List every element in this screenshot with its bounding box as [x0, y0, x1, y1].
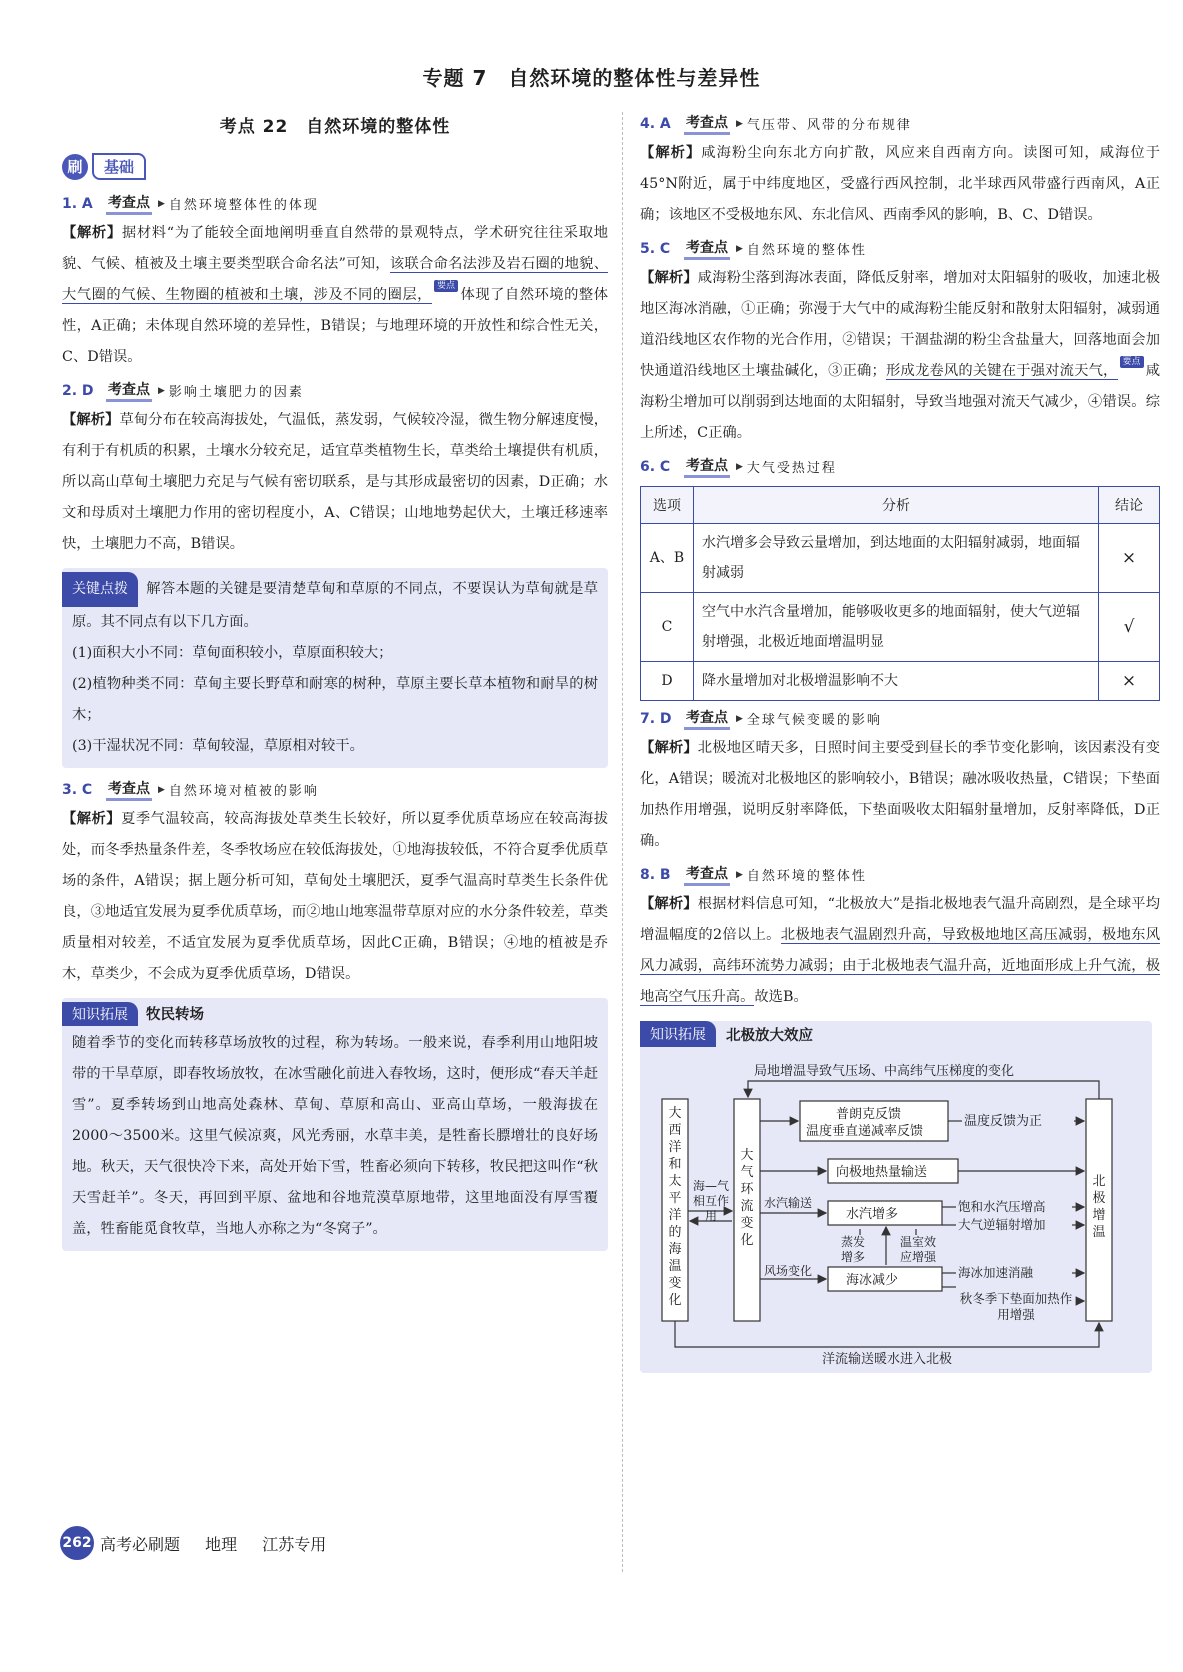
exam-point-text: 气压带、风带的分布规律	[746, 118, 912, 133]
answer-number: 4. A	[640, 115, 671, 132]
autumn-winter-label: 秋冬季下垫面加热作用增强	[959, 1291, 1073, 1322]
level-label: 基础	[92, 153, 146, 180]
lapse-rate-label: 温度垂直递减率反馈	[806, 1124, 924, 1139]
counter-radiation-label: 大气逆辐射增加	[958, 1217, 1046, 1232]
evaporation-label: 蒸发增多	[840, 1235, 865, 1264]
exam-point-text: 自然环境整体性的体现	[168, 198, 319, 213]
knowledge-box	[62, 998, 608, 1251]
diagram-title: 北极放大效应	[726, 1027, 813, 1044]
result-cell: ×	[1099, 524, 1160, 593]
question-1-header	[62, 192, 608, 215]
table-header-row	[641, 487, 1160, 524]
question-5-header	[640, 237, 1160, 260]
answer-number: 2. D	[62, 382, 94, 399]
answer-number: 3. C	[62, 781, 93, 798]
exam-point-text: 自然环境对植被的影响	[168, 784, 319, 799]
analysis-cell: 降水量增加对北极增温影响不大	[694, 662, 1099, 701]
exam-point-text: 大气受热过程	[746, 461, 837, 476]
question-2-analysis	[62, 405, 608, 560]
ocean-temp-box-label: 大西洋和太平洋的海温变化	[668, 1106, 682, 1308]
question-8-analysis	[640, 889, 1160, 1013]
circulation-box-label: 大气环流变化	[740, 1148, 754, 1248]
question-4-header	[640, 112, 1160, 135]
analysis-label: 【解析】	[62, 412, 120, 428]
question-7-analysis	[640, 733, 1160, 857]
vapor-transport-label: 水汽输送	[764, 1196, 813, 1210]
answer-number: 6. C	[640, 458, 671, 475]
exam-point-label: 考查点	[684, 863, 730, 886]
triangle-icon: ▶	[158, 385, 165, 396]
book-info	[100, 1532, 346, 1555]
question-7-header	[640, 707, 1160, 730]
analysis-text: 体现了自然环境的整体性，A正确；未体现自然环境的差异性，B错误；与地理环境的开放性和综合性无关，C、D错误。	[62, 287, 609, 365]
exam-point-text: 自然环境的整体性	[746, 869, 867, 884]
triangle-icon: ▶	[736, 461, 743, 472]
triangle-icon: ▶	[158, 784, 165, 795]
knowledge-heading: 牧民转场	[146, 1007, 204, 1023]
answer-number: 1. A	[62, 195, 93, 212]
heat-transport-label: 向极地热量输送	[836, 1165, 928, 1180]
exam-point-label: 考查点	[684, 112, 730, 135]
question-6-header	[640, 455, 1160, 478]
option-cell: C	[641, 593, 694, 662]
right-column	[640, 112, 1160, 1373]
ice-decrease-label: 海冰减少	[846, 1273, 899, 1288]
option-cell: D	[641, 662, 694, 701]
key-tip-line-1: (1)面积大小不同：草甸面积较小，草原面积较大；	[72, 645, 393, 661]
arctic-amplification-diagram	[640, 1021, 1152, 1373]
subject-label: 地理	[205, 1534, 238, 1554]
triangle-icon: ▶	[736, 243, 743, 254]
question-4-analysis	[640, 138, 1160, 231]
question-2-header	[62, 379, 608, 402]
knowledge-text: 随着季节的变化而转移草场放牧的过程，称为转场。一般来说，春季利用山地阳坡带的干旱草原，即春牧场放牧，在冰雪融化前进入春牧场，这时，便形成“春天羊赶雪”。夏季转场到山地高处森林、草甸、草原和高山、亚高山草场，一般海拔在2000～3500米。这里气候凉爽，风光秀丽，水草丰美，是牲畜长膘增壮的良好场地。秋天，天气很快冷下来，高处开始下雪，牲畜必须向下转移，牧民把这叫作“秋天雪赶羊”。冬天，再回到平原、盆地和谷地荒漠草原地带，这里地面没有厚雪覆盖，牲畜能觅食牧草，当地人亦称之为“冬窝子”。	[72, 1035, 598, 1237]
top-loop-label: 局地增温导致气压场、中高纬气压梯度的变化	[754, 1064, 1015, 1079]
analysis-cell: 空气中水汽含量增加，能够吸收更多的地面辐射，使大气逆辐射增强，北极近地面增温明显	[694, 593, 1099, 662]
analysis-label: 【解析】	[640, 896, 698, 912]
wind-field-label: 风场变化	[764, 1264, 813, 1278]
triangle-icon: ▶	[736, 869, 743, 880]
chapter-title: 专题 7 自然环境的整体性与差异性	[422, 66, 761, 90]
key-tip-line-2: (2)植物种类不同：草甸主要长野草和耐寒的树种，草原主要长草本植物和耐旱的树木；	[72, 676, 598, 723]
exam-point-label: 考查点	[106, 379, 152, 402]
question-8-header	[640, 863, 1160, 886]
question-3-header	[62, 778, 608, 801]
exam-point-text: 全球气候变暖的影响	[746, 713, 882, 728]
level-badge	[62, 153, 608, 180]
key-point-underline: 北极地表气温剧烈升高，导致极地地区高压减弱，极地东风风力减弱，高纬环流势力减弱；由于北极地表气温升高，近地面形成上升气流，极地高空气压升高。	[640, 927, 1160, 1005]
analysis-text: 草甸分布在较高海拔处，气温低，蒸发弱，气候较冷湿，微生物分解速度慢，有利于有机质的积累，土壤水分较充足，适宜草类植物生长，草类给土壤提供有机质，所以高山草甸土壤肥力充足与气候有密切联系，是与其形成最密切的因素，D正确；水文和母质对土壤肥力作用的密切程度小，A、C错误；山地地势起伏大，土壤迁移速率快，土壤肥力不高，B错误。	[62, 412, 608, 552]
arctic-warming-box-label: 北极增温	[1092, 1174, 1106, 1240]
edition-label: 江苏专用	[262, 1534, 327, 1554]
table-row	[641, 662, 1160, 701]
analysis-label: 【解析】	[640, 270, 698, 286]
analysis-label: 【解析】	[62, 811, 122, 827]
ice-melt-label: 海冰加速消融	[958, 1265, 1034, 1280]
exam-point-text: 自然环境的整体性	[746, 243, 867, 258]
column-header: 选项	[641, 487, 694, 524]
analysis-text: 夏季气温较高，较高海拔处草类生长较好，所以夏季优质草场应在较高海拔处，而冬季热量条件差，冬季牧场应在较低海拔处，①地海拔较低，不符合夏季优质草场的条件，A错误；据上题分析可知，草甸处土壤肥沃，夏季气温高时草类生长条件优良，③地适宜发展为夏季优质草场，而②地山地寒温带草原对应的水分条件较差，草类质量相对较差，不适宜发展为夏季优质草场，因此C正确，B错误；④地的植被是乔木，草类少，不会成为夏季优质草场，D错误。	[62, 811, 608, 982]
answer-number: 8. B	[640, 866, 671, 883]
book-title: 高考必刷题	[100, 1534, 181, 1554]
knowledge-tag: 知识拓展	[62, 1002, 138, 1026]
planck-label: 普朗克反馈	[836, 1107, 902, 1122]
table-row	[641, 524, 1160, 593]
analysis-cell: 水汽增多会导致云量增加，到达地面的太阳辐射减弱，地面辐射减弱	[694, 524, 1099, 593]
analysis-text: 据材料“为了能较全面地阐明垂直自然带的景观特点，学术研究往往采取地貌、气候、植被及土壤主要类型联合命名法”可知，	[62, 225, 608, 272]
result-cell: ×	[1099, 662, 1160, 701]
sea-air-label: 海—气相互作用	[692, 1179, 729, 1223]
key-point-badge: 要点	[1120, 356, 1144, 368]
answer-number: 7. D	[640, 710, 672, 727]
exam-point-label: 考查点	[106, 192, 152, 215]
exam-point-label: 考查点	[106, 778, 152, 801]
analysis-text: 咸海粉尘增加可以削弱到达地面的太阳辐射，导致当地强对流天气减少，④错误。综上所述，C正确。	[640, 363, 1161, 441]
column-header: 结论	[1099, 487, 1160, 524]
key-tip-line-3: (3)干湿状况不同：草甸较湿，草原相对较干。	[72, 738, 364, 754]
page-number: 262	[60, 1526, 94, 1560]
vapor-increase-label: 水汽增多	[846, 1207, 899, 1222]
diagram-tag: 知识拓展	[640, 1021, 716, 1047]
option-analysis-table	[640, 486, 1160, 701]
analysis-text: 北极地区晴天多，日照时间主要受到昼长的季节变化影响，该因素没有变化，A错误；暖流对北极地区的影响较小，B错误；融冰吸收热量，C错误；下垫面加热作用增强，说明反射率降低，下垫面吸收太阳辐射量增加，反射率降低，D正确。	[640, 740, 1160, 849]
key-tip-tag: 关键点拨	[62, 572, 138, 607]
key-point-underline: 形成龙卷风的关键在于强对流天气，	[885, 363, 1118, 379]
exam-point-label: 考查点	[684, 707, 730, 730]
key-tip-box	[62, 568, 608, 768]
analysis-label: 【解析】	[640, 740, 698, 756]
diagram-header	[640, 1021, 813, 1047]
analysis-text: 咸海粉尘落到海冰表面，降低反射率，增加对太阳辐射的吸收，加速北极地区海冰消融，①正确；弥漫于大气中的咸海粉尘能反射和散射太阳辐射，减弱通道沿线地区农作物的光合作用，②错误；干涸盐湖的粉尘含盐量大，回落地面会加快通道沿线地区土壤盐碱化，③正确；	[640, 270, 1160, 379]
section-title: 考点 22 自然环境的整体性	[219, 117, 451, 137]
exam-point-label: 考查点	[684, 455, 730, 478]
ocean-transport-label: 洋流输送暖水进入北极	[822, 1352, 953, 1367]
brush-mark: 刷	[62, 154, 88, 180]
column-divider	[622, 112, 623, 1572]
key-point-badge: 要点	[434, 280, 458, 292]
answer-number: 5. C	[640, 240, 671, 257]
temp-feedback-label: 温度反馈为正	[964, 1114, 1043, 1129]
table-row	[641, 593, 1160, 662]
analysis-label: 【解析】	[62, 225, 122, 241]
analysis-text: 咸海粉尘向东北方向扩散，风应来自西南方向。读图可知，咸海位于45°N附近，属于中纬度地区，受盛行西风控制，北半球西风带盛行西南风，A正确；该地区不受极地东风、东北信风、西南季风的影响，B、C、D错误。	[640, 145, 1160, 223]
analysis-text: 根据材料信息可知，“北极放大”是指北极地表气温升高剧烈，是全球平均增温幅度的2倍以上。	[640, 896, 1160, 943]
column-header: 分析	[694, 487, 1099, 524]
page-footer	[60, 1526, 346, 1560]
question-3-analysis	[62, 804, 608, 990]
triangle-icon: ▶	[158, 198, 165, 209]
question-5-analysis	[640, 263, 1160, 449]
key-tip-lead: 解答本题的关键是要清楚草甸和草原的不同点，不要误认为草甸就是草原。其不同点有以下几方面。	[72, 581, 598, 630]
triangle-icon: ▶	[736, 713, 743, 724]
triangle-icon: ▶	[736, 118, 743, 129]
analysis-label: 【解析】	[640, 145, 702, 161]
left-column	[62, 112, 608, 1261]
option-cell: A、B	[641, 524, 694, 593]
exam-point-label: 考查点	[684, 237, 730, 260]
greenhouse-label: 温室效应增强	[899, 1235, 936, 1264]
exam-point-text: 影响土壤肥力的因素	[168, 385, 304, 400]
analysis-text: 故选B。	[754, 989, 808, 1005]
key-point-underline: 该联合命名法涉及岩石圈的地貌、大气圈的气候、生物圈的植被和土壤，涉及不同的圈层，	[62, 256, 608, 303]
question-1-analysis	[62, 218, 608, 373]
result-cell: √	[1099, 593, 1160, 662]
saturation-label: 饱和水汽压增高	[958, 1199, 1046, 1214]
